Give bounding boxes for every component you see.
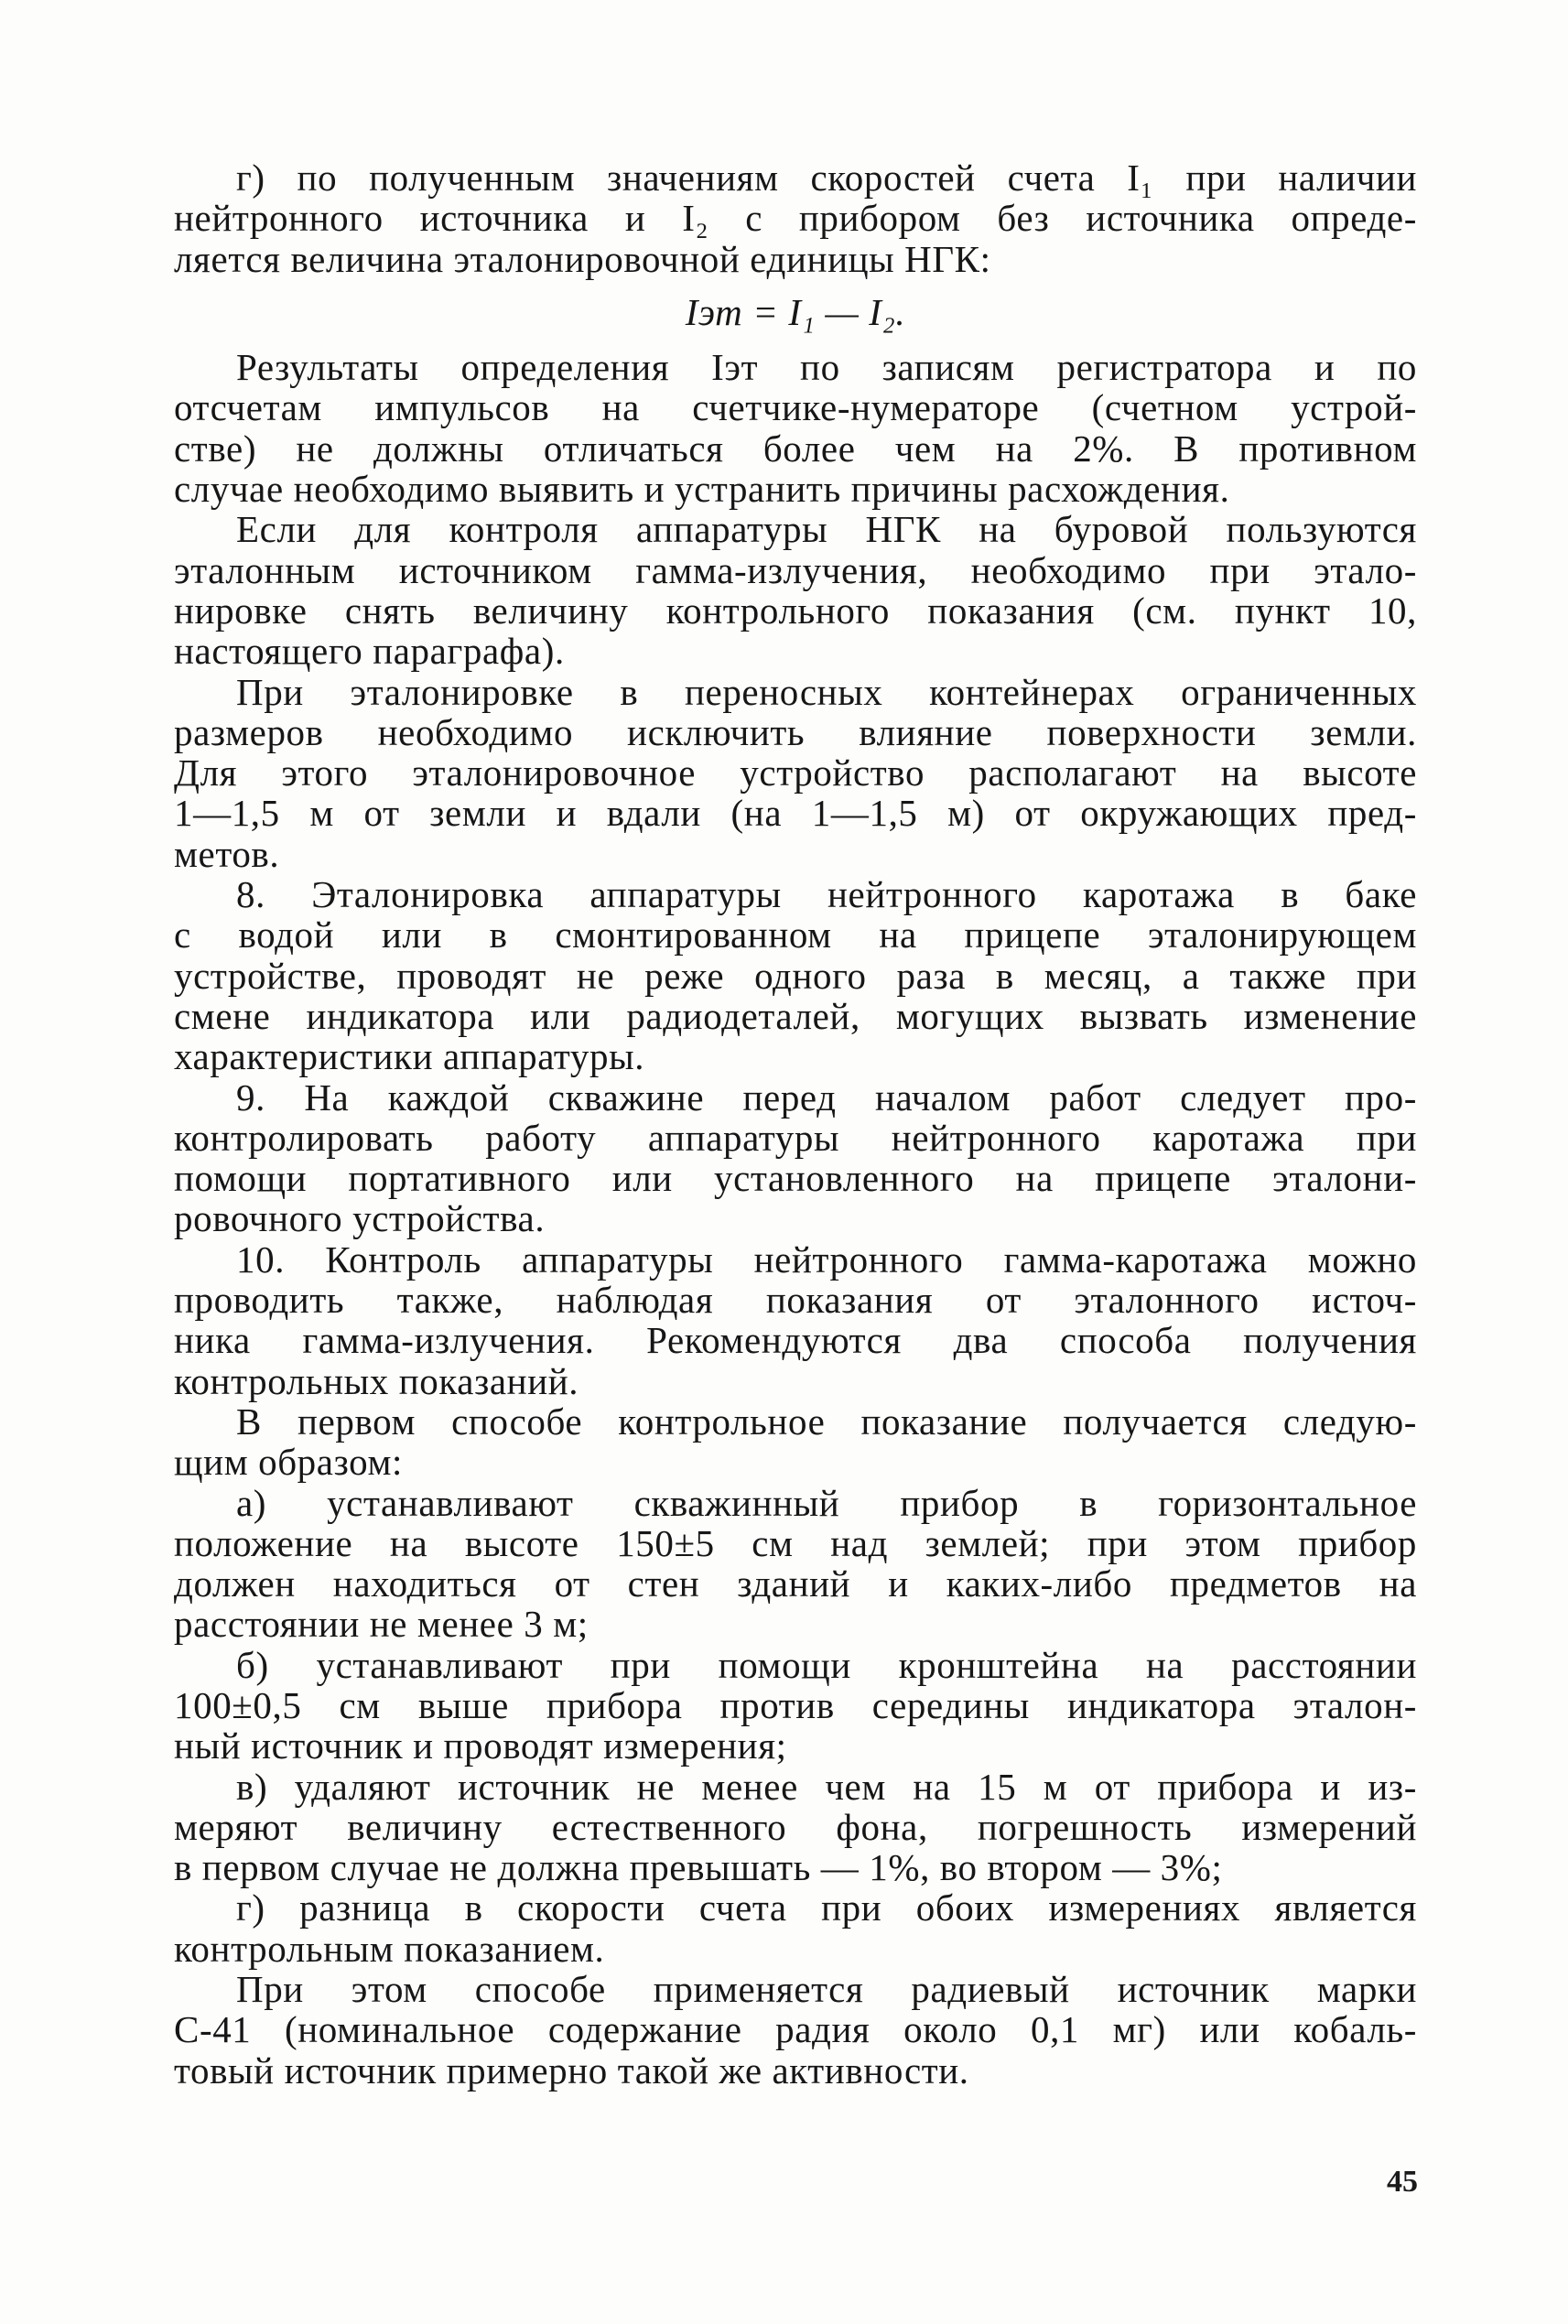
text-line: проводить также, наблюдая показания от эталонного источ- — [174, 1279, 1417, 1322]
body-text — [174, 157, 1417, 2091]
text-line: настоящего параграфа). — [174, 630, 565, 673]
page-number: 45 — [1387, 2165, 1418, 2199]
paragraph-step-g — [174, 1887, 1417, 1969]
paragraph-step-v — [174, 1767, 1417, 1888]
text-line: характеристики аппаратуры. — [174, 1035, 645, 1078]
text-line: При этом способе применяется радиевый источник марки — [236, 1968, 1417, 2011]
text-line: В первом способе контрольное показание получается следую- — [236, 1400, 1417, 1443]
text-line: 9. На каждой скважине перед началом работ следует про- — [236, 1076, 1417, 1119]
paragraph-control-source — [174, 509, 1417, 671]
text-line: ляется величина эталонировочной единицы НГК: — [174, 237, 991, 280]
text-line: стве) не должны отличаться более чем на 2%. В противном — [174, 427, 1417, 470]
text-line: контрольных показаний. — [174, 1359, 579, 1402]
text-line: б) устанавливают при помощи кронштейна на расстоянии — [236, 1643, 1417, 1686]
text-line: случае необходимо выявить и устранить причины расхождения. — [174, 468, 1230, 511]
text-line: товый источник примерно такой же активности. — [174, 2048, 969, 2092]
formula: Iэт = I₁ — I₂. — [685, 290, 906, 333]
paragraph-results — [174, 347, 1417, 509]
paragraph-g-item-1 — [174, 157, 1417, 279]
paragraph-item-9 — [174, 1077, 1417, 1239]
text-line: Для этого эталонировочное устройство располагают на высоте — [174, 751, 1417, 794]
text-line: нейтронного источника и I₂ с прибором без источника опреде- — [174, 197, 1417, 240]
text-line: 8. Эталонировка аппаратуры нейтронного каротажа в баке — [236, 873, 1417, 916]
text-line: ный источник и проводят измерения; — [174, 1724, 787, 1767]
text-line: 1—1,5 м от земли и вдали (на 1—1,5 м) от окружающих пред- — [174, 792, 1417, 835]
text-line: С-41 (номинальное содержание радия около 0,1 мг) или кобаль- — [174, 2008, 1417, 2051]
text-line: в первом случае не должна превышать — 1%, во втором — 3%; — [174, 1846, 1223, 1889]
paragraph-formula — [174, 292, 1417, 332]
paragraph-item-8 — [174, 874, 1417, 1076]
text-line: 100±0,5 см выше прибора против середины индикатора эталон- — [174, 1683, 1417, 1726]
paragraph-first-method — [174, 1401, 1417, 1483]
text-line: в) удаляют источник не менее чем на 15 м от прибора и из- — [236, 1765, 1417, 1808]
text-line: меряют величину естественного фона, погрешность измерений — [174, 1805, 1417, 1848]
text-line: контрольным показанием. — [174, 1927, 605, 1970]
text-line: смене индикатора или радиодеталей, могущих вызвать изменение — [174, 994, 1417, 1037]
text-line: г) разница в скорости счета при обоих измерениях является — [236, 1886, 1417, 1929]
paragraph-portable-containers — [174, 672, 1417, 874]
text-line: контролировать работу аппаратуры нейтронного каротажа при — [174, 1116, 1417, 1159]
text-line: ника гамма-излучения. Рекомендуются два способа получения — [174, 1319, 1417, 1362]
text-line: отсчетам импульсов на счетчике-нумераторе (счетном устрой- — [174, 386, 1417, 429]
text-line: нировке снять величину контрольного показания (см. пункт 10, — [174, 589, 1417, 632]
text-line: а) устанавливают скважинный прибор в горизонтальное — [236, 1481, 1417, 1524]
text-line: При эталонировке в переносных контейнерах ограниченных — [236, 670, 1417, 713]
text-line: расстоянии не менее 3 м; — [174, 1603, 589, 1646]
paragraph-radium-source — [174, 1969, 1417, 2091]
paragraph-step-a — [174, 1483, 1417, 1645]
text-line: г) по полученным значениям скоростей счета I₁ при наличии — [236, 157, 1417, 199]
text-line: положение на высоте 150±5 см над землей; при этом прибор — [174, 1521, 1417, 1564]
text-line: с водой или в смонтированном на прицепе эталонирующем — [174, 913, 1417, 957]
text-line: Если для контроля аппаратуры НГК на буровой пользуются — [236, 508, 1417, 551]
text-line: 10. Контроль аппаратуры нейтронного гамма-каротажа можно — [236, 1238, 1417, 1281]
paragraph-item-10 — [174, 1239, 1417, 1401]
paragraph-step-b — [174, 1645, 1417, 1767]
text-line: ровочного устройства. — [174, 1197, 546, 1240]
text-line: размеров необходимо исключить влияние поверхности земли. — [174, 710, 1417, 753]
text-line: метов. — [174, 832, 280, 875]
text-line: помощи портативного или установленного на прицепе эталони- — [174, 1157, 1417, 1200]
text-line: должен находиться от стен зданий и каких-либо предметов на — [174, 1562, 1417, 1605]
text-line: щим образом: — [174, 1441, 403, 1484]
text-line: эталонным источником гамма-излучения, необходимо при эталo- — [174, 548, 1417, 591]
text-line: устройстве, проводят не реже одного раза в месяц, а также при — [174, 954, 1417, 997]
text-line: Результаты определения Iэт по записям регистратора и по — [236, 346, 1417, 389]
